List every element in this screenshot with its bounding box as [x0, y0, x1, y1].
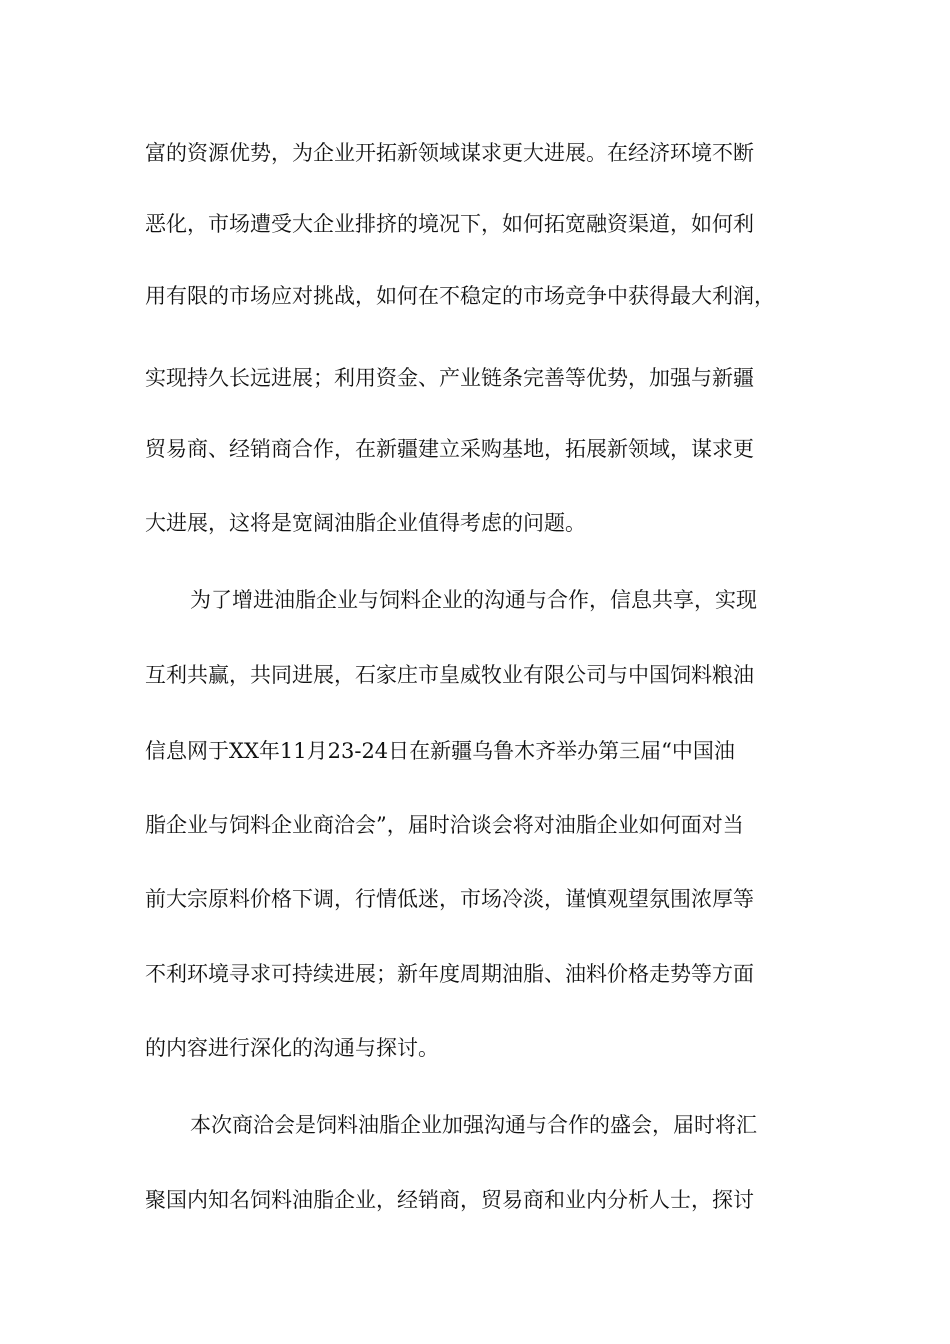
text-line: 用有限的市场应对挑战，如何在不稳定的市场竞争中获得最大利润， [145, 284, 775, 308]
text-line: 信息网于XX年11月23-24日在新疆乌鲁木齐举办第三届“中国油 [145, 739, 735, 763]
text-line: 聚国内知名饲料油脂企业，经销商，贸易商和业内分析人士，探讨 [145, 1188, 754, 1212]
text-line: 脂企业与饲料企业商洽会”，届时洽谈会将对油脂企业如何面对当 [145, 813, 744, 837]
text-line: 恶化，市场遭受大企业排挤的境况下，如何拓宽融资渠道，如何利 [145, 212, 754, 236]
text-line: 为了增进油脂企业与饲料企业的沟通与合作，信息共享，实现 [190, 588, 757, 612]
text-line: 前大宗原料价格下调，行情低迷，市场冷淡，谨慎观望氛围浓厚等 [145, 887, 754, 911]
text-line: 不利环境寻求可持续进展；新年度周期油脂、油料价格走势等方面 [145, 962, 754, 986]
text-line: 贸易商、经销商合作，在新疆建立采购基地，拓展新领域，谋求更 [145, 437, 754, 461]
text-line: 富的资源优势，为企业开拓新领域谋求更大进展。在经济环境不断 [145, 141, 754, 165]
text-line: 的内容进行深化的沟通与探讨。 [145, 1036, 439, 1060]
text-line: 互利共赢，共同进展，石家庄市皇威牧业有限公司与中国饲料粮油 [145, 663, 754, 687]
text-line: 大进展，这将是宽阔油脂企业值得考虑的问题。 [145, 511, 586, 535]
text-line: 本次商洽会是饲料油脂企业加强沟通与合作的盛会，届时将汇 [190, 1113, 757, 1137]
text-line: 实现持久长远进展；利用资金、产业链条完善等优势，加强与新疆 [145, 366, 754, 390]
